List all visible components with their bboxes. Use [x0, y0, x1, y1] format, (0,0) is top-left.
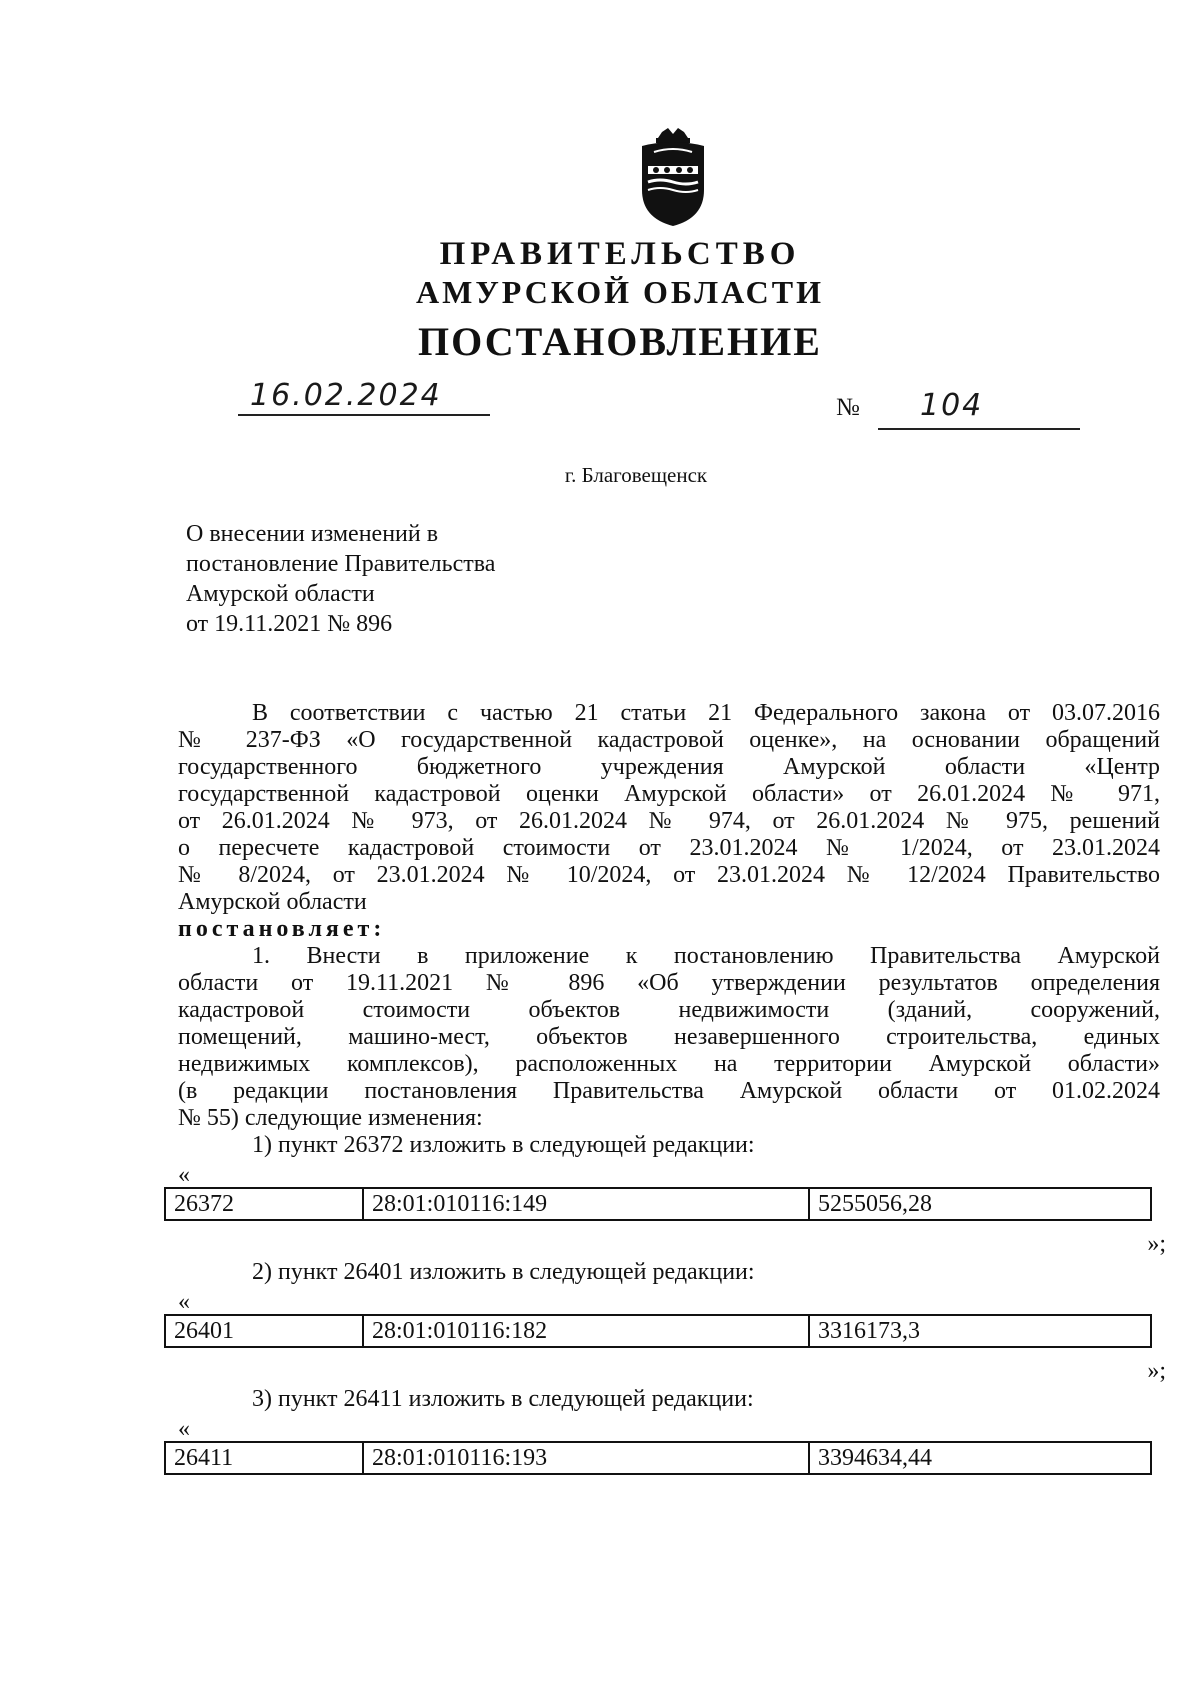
- item-number-cell: 26411: [174, 1445, 234, 1471]
- quote-open: «: [178, 1162, 190, 1188]
- preamble-line: В соответствии с частью 21 статьи 21 Федерального закона от 03.07.2016: [252, 700, 1160, 726]
- number-underline: [878, 428, 1080, 430]
- preamble-line: государственной кадастровой оценки Амурской области» от 26.01.2024 № 971,: [178, 781, 1160, 807]
- point1-line: кадастровой стоимости объектов недвижимости (зданий, сооружений,: [178, 997, 1160, 1023]
- preamble-line: № 8/2024, от 23.01.2024 № 10/2024, от 23.01.2024 № 12/2024 Правительство: [178, 862, 1160, 888]
- subject-line: О внесении изменений в: [186, 521, 439, 547]
- cadastral-number-cell: 28:01:010116:182: [362, 1316, 808, 1346]
- point1-line: помещений, машино-мест, объектов незавершенного строительства, единых: [178, 1024, 1160, 1050]
- cadastral-number-cell: 28:01:010116:193: [362, 1443, 808, 1473]
- subject-line: Амурской области: [186, 581, 375, 607]
- amendment-label: 3) пункт 26411 изложить в следующей редакции:: [252, 1386, 754, 1412]
- preamble-line: № 237-ФЗ «О государственной кадастровой оценке», на основании обращений: [178, 727, 1160, 753]
- quote-open: «: [178, 1416, 190, 1442]
- amendment-table-row: [164, 1187, 1152, 1221]
- quote-close: »;: [1147, 1358, 1166, 1384]
- amendment-label: 2) пункт 26401 изложить в следующей редакции:: [252, 1259, 755, 1285]
- cadastral-value-cell: 3394634,44: [808, 1443, 1150, 1473]
- amendment-table-row: [164, 1441, 1152, 1475]
- point1-line: (в редакции постановления Правительства Амурской области от 01.02.2024: [178, 1078, 1160, 1104]
- subject-block: [186, 519, 495, 639]
- document-number: 104: [920, 388, 984, 423]
- preamble-line: от 26.01.2024 № 973, от 26.01.2024 № 974, от 26.01.2024 № 975, решений: [178, 808, 1160, 834]
- org-name-line2: АМУРСКОЙ ОБЛАСТИ: [416, 274, 824, 310]
- decree-word: постановляет:: [178, 916, 386, 942]
- city: г. Благовещенск: [564, 463, 708, 487]
- preamble-line: Амурской области: [178, 889, 367, 915]
- preamble-line: государственного бюджетного учреждения Амурской области «Центр: [178, 754, 1160, 780]
- subject-line: постановление Правительства: [186, 551, 496, 577]
- quote-open: «: [178, 1289, 190, 1315]
- point1-line: недвижимых комплексов), расположенных на территории Амурской области»: [178, 1051, 1160, 1077]
- org-name-line1: ПРАВИТЕЛЬСТВО: [439, 236, 801, 272]
- preamble-line: о пересчете кадастровой стоимости от 23.01.2024 № 1/2024, от 23.01.2024: [178, 835, 1160, 861]
- item-number-cell: 26372: [174, 1191, 234, 1217]
- document-date: 16.02.2024: [250, 378, 442, 413]
- cadastral-value-cell: 3316173,3: [808, 1316, 1150, 1346]
- item-number-cell: 26401: [174, 1318, 234, 1344]
- document-type: ПОСТАНОВЛЕНИЕ: [418, 319, 822, 364]
- point1-line: области от 19.11.2021 № 896 «Об утверждении результатов определения: [178, 970, 1160, 996]
- point1-line: № 55) следующие изменения:: [178, 1105, 483, 1131]
- document-body: [174, 700, 1166, 1475]
- cadastral-number-cell: 28:01:010116:149: [362, 1189, 808, 1219]
- cadastral-value-cell: 5255056,28: [808, 1189, 1150, 1219]
- amendment-table-row: [164, 1314, 1152, 1348]
- point1-line: 1. Внести в приложение к постановлению Правительства Амурской: [252, 943, 1160, 969]
- coat-of-arms-icon: [632, 128, 714, 228]
- subject-line: от 19.11.2021 № 896: [186, 611, 393, 637]
- amendment-label: 1) пункт 26372 изложить в следующей редакции:: [252, 1132, 755, 1158]
- number-sign: №: [836, 394, 860, 421]
- quote-close: »;: [1147, 1231, 1166, 1257]
- date-underline: [238, 414, 490, 416]
